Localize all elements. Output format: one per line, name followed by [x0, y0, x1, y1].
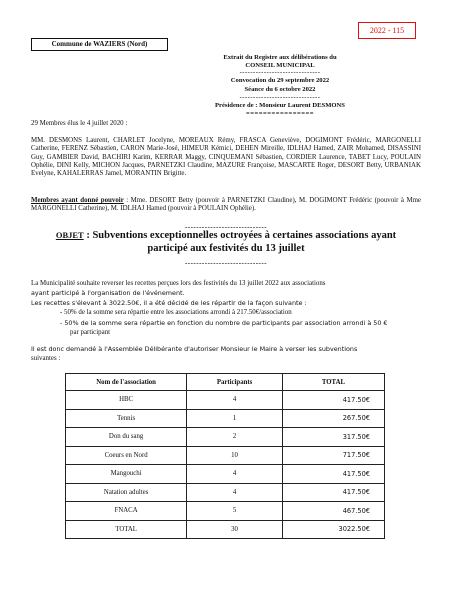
cell-total: 267.50€: [282, 409, 384, 428]
bullet-50-equal: - 50% de la somme sera répartie entre les associations arrondi à 217.50€/association: [60, 309, 292, 316]
table-row: [66, 409, 385, 428]
cell-association: Mangouchi: [66, 465, 187, 484]
table-row: [66, 391, 385, 410]
body-receipts: Les recettes s'élevant à 3022.50€, il a été décidé de les répartir de la façon suivante :: [31, 299, 307, 307]
col-header-participants: Participants: [187, 374, 283, 391]
proxy-label: Membres ayant donné pouvoir: [31, 197, 124, 204]
cell-total: 317.50€: [282, 428, 384, 447]
objet-separator: -----------------------------: [184, 259, 268, 267]
bullet-50-participants: - 50% de la somme sera répartie en fonction du nombre de participants par association arrondi à 50 €: [60, 319, 388, 327]
objet-separator: -----------------------------: [184, 223, 268, 231]
col-header-total: TOTAL: [282, 374, 384, 391]
cell-participants: 30: [187, 520, 283, 539]
cell-total: 417.50€: [282, 483, 384, 502]
members-list: MM. DESMONS Laurent, CHARLET Jocelyne, MOREAUX Rémy, FRASCA Geneviève, DOGIMONT Frédéric, MARGONELLI Catherine, FERENZ Sébastien, CARON Marie-José, HIMEUR Kémici, DEHEN Mireille, IDLHAJ Hamed, ZAIR Mohamed, DISASSINI Guy, GAMBIER David, BACHIRI Karim, KERRAR Maggy, CINQUEMANI Sébastien, CORDIER Laurence, TABET Lucy, POULAIN Ophélie, DINI Kelly, MICHON Jacques, PARNETZKI Claudine, MAZURE Françoise, MASCARTE Roger, DESORT Betty, URBANIAK Evelyne, KAHALERRAS Jamel, MORANTIN Brigitte.: [31, 137, 421, 178]
convocation-date: Convocation du 29 septembre 2022: [230, 77, 330, 84]
council-title: CONSEIL MUNICIPAL: [245, 62, 315, 69]
body-intro-cont: ayant participé à l'organisation de l'événement.: [31, 289, 185, 297]
table-total-row: [66, 520, 385, 539]
header-separator: ------------------------------: [239, 94, 321, 101]
cell-association: Tennis: [66, 409, 187, 428]
table-row: [66, 502, 385, 521]
proxy-paragraph: [31, 197, 421, 214]
col-header-association: Nom de l'association: [66, 374, 187, 391]
table-row: [66, 483, 385, 502]
table-row: [66, 465, 385, 484]
header-separator: ================: [245, 110, 315, 117]
commune-title: Commune de WAZIERS (Nord): [31, 38, 168, 51]
members-elected: 29 Membres élus le 4 juillet 2020 :: [31, 120, 128, 127]
objet-label: OBJET: [55, 230, 84, 240]
cell-participants: 10: [187, 446, 283, 465]
cell-total: 417.50€: [282, 391, 384, 410]
cell-association: TOTAL: [66, 520, 187, 539]
cell-association: FNACA: [66, 502, 187, 521]
cell-association: Natation adultes: [66, 483, 187, 502]
reference-box: 2022 - 115: [358, 22, 416, 39]
table-row: [66, 428, 385, 447]
subsidies-table: [65, 373, 385, 539]
registry-extract-line: Extrait du Registre aux délibérations du: [223, 54, 337, 61]
cell-participants: 1: [187, 409, 283, 428]
cell-participants: 4: [187, 483, 283, 502]
header-separator: ------------------------------: [239, 69, 321, 76]
objet-title: [31, 229, 421, 242]
cell-association: HBC: [66, 391, 187, 410]
cell-participants: 4: [187, 465, 283, 484]
bullet-50-participants-cont: par participant: [70, 329, 110, 336]
body-request: Il est donc demandé à l'Assemblée Délibérante d'autoriser Monsieur le Maire à verser les subventions: [31, 345, 358, 353]
table-row: [66, 446, 385, 465]
session-date: Séance du 6 octobre 2022: [244, 86, 316, 93]
cell-participants: 2: [187, 428, 283, 447]
cell-participants: 4: [187, 391, 283, 410]
proxy-text: : Mme. DESORT Betty (pouvoir à PARNETZKI Claudine), M. DOGIMONT Frédéric (pouvoir à Mme MARGONELLI Catherine), M. IDLHAJ Hamed (pouvoir à POULAIN Ophélie).: [31, 197, 421, 213]
objet-line2: participé aux festivités du 13 juillet: [147, 243, 305, 254]
body-intro: La Municipalité souhaite reverser les recettes perçues lors des festivités du 13 juillet 2022 aux associations: [31, 280, 326, 287]
cell-association: Don du sang: [66, 428, 187, 447]
cell-total: 717.50€: [282, 446, 384, 465]
cell-association: Coeurs en Nord: [66, 446, 187, 465]
cell-total: 417.50€: [282, 465, 384, 484]
cell-total: 467.50€: [282, 502, 384, 521]
table-header-row: [66, 374, 385, 391]
cell-participants: 5: [187, 502, 283, 521]
presidency: Présidence de : Monsieur Laurent DESMONS: [215, 102, 345, 109]
body-request-cont: suivantes :: [31, 355, 61, 362]
cell-total: 3022.50€: [282, 520, 384, 539]
objet-line1: : Subventions exceptionnelles octroyées à certaines associations ayant: [83, 230, 397, 241]
